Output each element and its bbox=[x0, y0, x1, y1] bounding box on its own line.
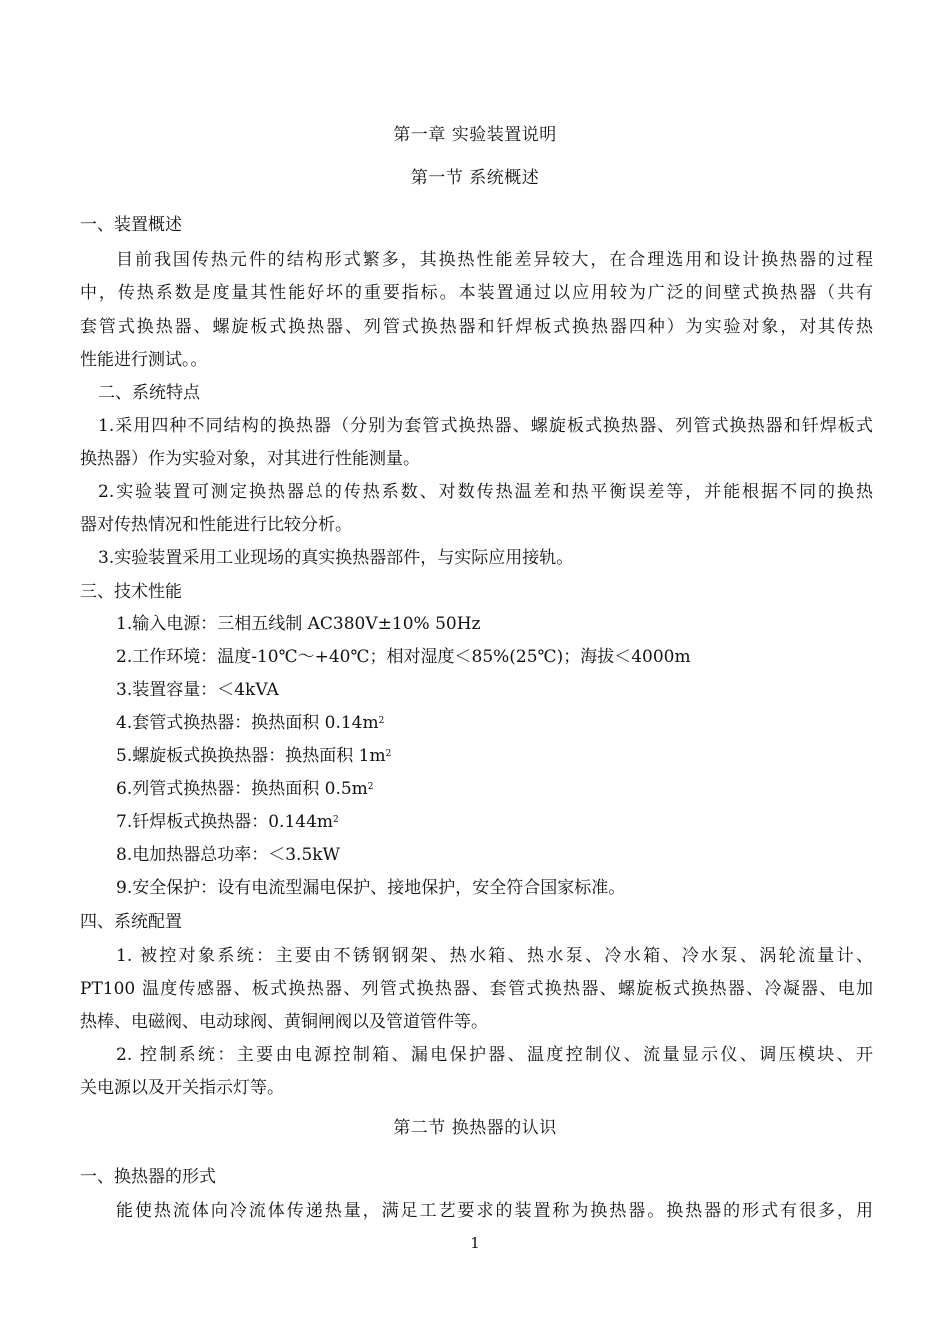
section-title-system-overview: 第一节 系统概述 bbox=[410, 168, 540, 188]
configuration-item-line: 2. 控制系统：主要由电源控制箱、漏电保护器、温度控制仪、流量显示仪、调压模块、开 bbox=[116, 1045, 873, 1065]
performance-item bbox=[116, 774, 374, 799]
performance-item: 8.电加热器总功率：＜3.5kW bbox=[116, 845, 341, 865]
square-meter-superscript: 2 bbox=[333, 815, 339, 825]
feature-item-line: 换热器）作为实验对象，对其进行性能测量。 bbox=[80, 449, 420, 469]
heat-exchanger-form-line: 能使热流体向冷流体传递热量，满足工艺要求的装置称为换热器。换热器的形式有很多，用 bbox=[116, 1201, 873, 1221]
features-heading: 二、系统特点 bbox=[98, 383, 200, 403]
page-number: 1 bbox=[470, 1234, 480, 1252]
feature-item: 3.实验装置采用工业现场的真实换热器部件，与实际应用接轨。 bbox=[98, 548, 574, 568]
overview-paragraph-line: 目前我国传热元件的结构形式繁多，其换热性能差异较大，在合理选用和设计换热器的过程 bbox=[116, 250, 873, 270]
performance-item: 1.输入电源：三相五线制 AC380V±10% 50Hz bbox=[116, 614, 481, 634]
configuration-item-line: 关电源以及开关指示灯等。 bbox=[80, 1078, 284, 1098]
performance-item-text: 6.列管式换热器：换热面积 0.5m bbox=[116, 779, 368, 799]
feature-item-line: 器对传热情况和性能进行比较分析。 bbox=[80, 515, 352, 535]
performance-item: 9.安全保护：设有电流型漏电保护、接地保护，安全符合国家标准。 bbox=[116, 878, 626, 898]
configuration-item-line: 1. 被控对象系统：主要由不锈钢钢架、热水箱、热水泵、冷水箱、冷水泵、涡轮流量计、 bbox=[116, 946, 873, 966]
feature-item-line: 1.采用四种不同结构的换热器（分别为套管式换热器、螺旋板式换热器、列管式换热器和钎焊板式 bbox=[98, 416, 873, 436]
overview-paragraph-line: 性能进行测试。。 bbox=[80, 350, 208, 370]
configuration-item-line: PT100 温度传感器、板式换热器、列管式换热器、套管式换热器、螺旋板式换热器、冷凝器、电加 bbox=[80, 979, 873, 999]
feature-item-line: 2.实验装置可测定换热器总的传热系数、对数传热温差和热平衡误差等，并能根据不同的换热 bbox=[98, 482, 873, 502]
chapter-title: 第一章 实验装置说明 bbox=[393, 125, 557, 145]
performance-item bbox=[116, 741, 391, 766]
overview-paragraph-line: 中，传热系数是度量其性能好坏的重要指标。本装置通过以应用较为广泛的间壁式换热器（共有 bbox=[80, 283, 873, 303]
square-meter-superscript: 2 bbox=[385, 749, 392, 759]
performance-item-text: 4.套管式换热器：换热面积 0.14m bbox=[116, 713, 379, 733]
overview-heading: 一、装置概述 bbox=[80, 215, 182, 235]
configuration-item-line: 热棒、电磁阀、电动球阀、黄铜闸阀以及管道管件等。 bbox=[80, 1012, 488, 1032]
performance-item: 3.装置容量：＜4kVA bbox=[116, 680, 279, 700]
heat-exchanger-form-heading: 一、换热器的形式 bbox=[80, 1167, 216, 1187]
square-meter-superscript: 2 bbox=[367, 782, 374, 792]
performance-item bbox=[116, 708, 384, 733]
configuration-heading: 四、系统配置 bbox=[80, 912, 182, 932]
performance-heading: 三、技术性能 bbox=[80, 582, 182, 602]
performance-item: 2.工作环境：温度-10℃～+40℃；相对湿度＜85%(25℃)；海拔＜4000m bbox=[116, 647, 691, 667]
performance-item-text: 5.螺旋板式换换热器：换热面积 1m bbox=[116, 746, 386, 766]
performance-item bbox=[116, 807, 339, 832]
section-title-heat-exchanger: 第二节 换热器的认识 bbox=[393, 1118, 557, 1138]
performance-item-text: 7.钎焊板式换热器：0.144m bbox=[116, 812, 334, 832]
square-meter-superscript: 2 bbox=[378, 716, 385, 726]
overview-paragraph-line: 套管式换热器、螺旋板式换热器、列管式换热器和钎焊板式换热器四种）为实验对象，对其传热 bbox=[80, 317, 873, 337]
